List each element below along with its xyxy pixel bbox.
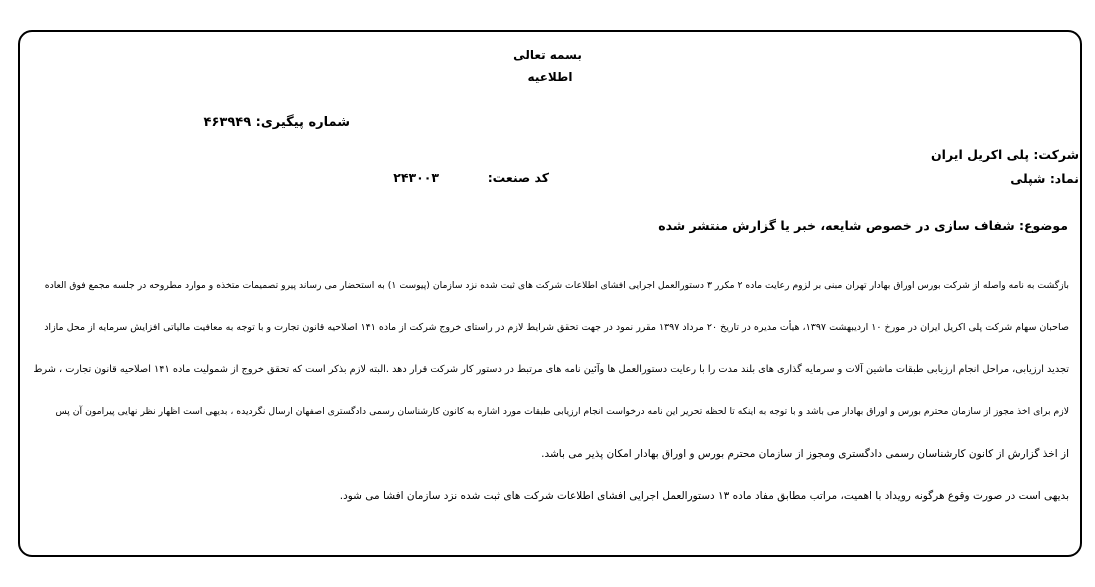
body-line-4: لازم برای اخذ مجوز از سازمان محترم بورس و اوراق بهادار می باشد و با توجه به اینکه تا لحظه تحریر این نامه درخواست انجام ارزیابی طبقات مورد اشاره به کانون کارشناسان رسمی دادگستری اصفهان ارسال نگردیده ، بدیهی است اظهار نظر نهایی پیرامون آن پس: [55, 406, 1069, 417]
body-line-6: بدیهی است در صورت وقوع هرگونه رویداد با اهمیت، مراتب مطابق مفاد ماده ۱۳ دستورالعمل اجرایی افشای اطلاعات شرکت های ثبت شده نزد سازمان افشا می شود.: [339, 490, 1069, 502]
body-line-2: صاحبان سهام شرکت پلی اکریل ایران در مورخ ۱۰ اردیبهشت ۱۳۹۷، هیأت مدیره در تاریخ ۲۰ مرداد ۱۳۹۷ مقرر نمود در جهت تحقق شرایط لازم در راستای خروج شرکت از ماده ۱۴۱ اصلاحیه قانون تجارت و با توجه به معافیت مالیاتی افزایش سرمایه از محل مازاد: [44, 322, 1069, 333]
company-label: شرکت:: [1033, 147, 1079, 162]
industry-code-label: کد صنعت:: [487, 170, 549, 185]
announcement-title: اطلاعیه: [527, 70, 573, 84]
tracking-number: ۴۶۳۹۴۹: [203, 115, 252, 130]
body-line-5: از اخذ گزارش از کانون کارشناسان رسمی دادگستری ومجوز از سازمان محترم بورس و اوراق بهادار امکان پذیر می باشد.: [541, 448, 1069, 460]
subject-text: شفاف سازی در خصوص شایعه، خبر یا گزارش منتشر شده: [658, 218, 1015, 233]
tracking-label: شماره پیگیری:: [255, 115, 350, 130]
industry-code-row: [393, 170, 549, 185]
subject-row: [658, 218, 1068, 233]
subject-label: موضوع:: [1018, 218, 1068, 233]
tracking-row: [204, 115, 350, 130]
bismillah-heading: بسمه تعالی: [513, 48, 582, 62]
company-row: [931, 147, 1079, 162]
symbol-row: [1010, 171, 1079, 186]
body-line-3: تجدید ارزیابی، مراحل انجام ارزیابی طبقات ماشین آلات و سرمایه گذاری های بلند مدت را با رعایت دستورالعمل ها وآئین نامه های مرتبط در دستور کار شرکت قرار دهد .البته لازم بذکر است که تحقق خروج از شمولیت ماده ۱۴۱ اصلاحیه قانون تجارت ، شرط: [33, 364, 1069, 375]
industry-code-value: ۲۴۳۰۰۳: [393, 170, 439, 185]
body-line-1: بازگشت به نامه واصله از شرکت بورس اوراق بهادار تهران مبنی بر لزوم رعایت ماده ۲ مکرر ۳ دستورالعمل اجرایی افشای اطلاعات شرکت های ثبت شده نزد سازمان (پیوست ۱) به استحضار می رساند پیرو تصمیمات متخذه و موارد مطروحه در جلسه مجمع فوق العاده: [44, 280, 1069, 291]
symbol-label: نماد:: [1049, 171, 1079, 186]
announcement-frame: [18, 30, 1082, 557]
symbol-value: شپلی: [1010, 171, 1046, 186]
company-name: پلی اکریل ایران: [931, 147, 1030, 162]
